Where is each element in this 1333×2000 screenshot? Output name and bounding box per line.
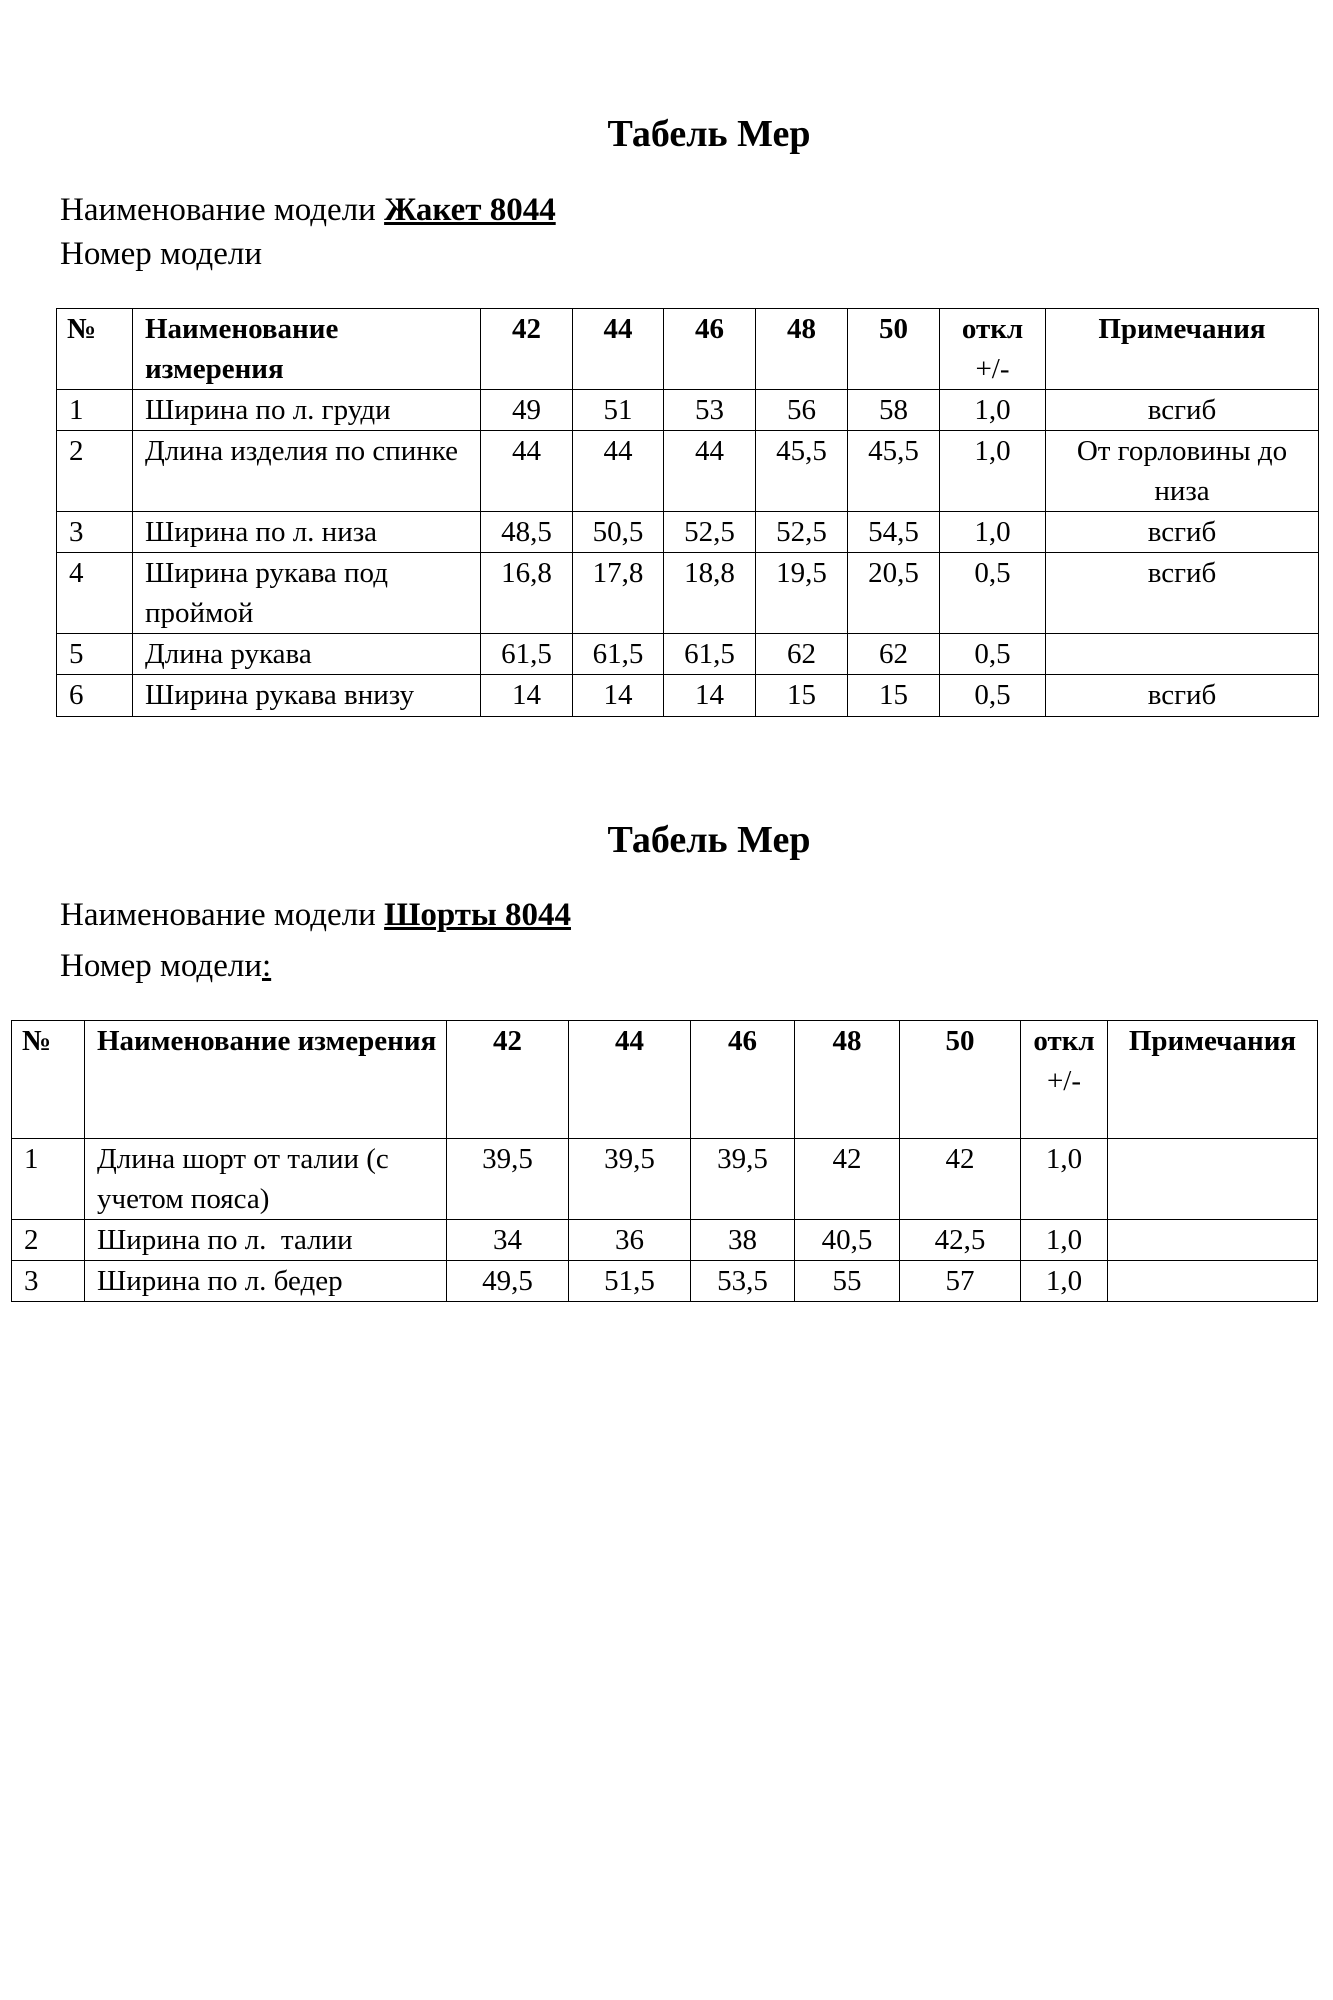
model-name: Жакет 8044 [384, 192, 556, 228]
section-2-number-line [60, 946, 271, 986]
table-row [57, 553, 1319, 634]
row-note [1108, 1261, 1318, 1302]
value-46: 44 [664, 431, 756, 512]
value-46: 38 [691, 1220, 795, 1261]
row-name: Ширина по л. груди [133, 390, 481, 431]
value-46: 53 [664, 390, 756, 431]
value-48: 45,5 [756, 431, 848, 512]
value-46: 14 [664, 675, 756, 717]
row-note: всгиб [1046, 390, 1319, 431]
value-46: 53,5 [691, 1261, 795, 1302]
table-row [57, 431, 1319, 512]
row-no: 5 [57, 634, 133, 675]
row-tolerance: 1,0 [1021, 1261, 1108, 1302]
table-row [12, 1220, 1318, 1261]
value-42: 14 [481, 675, 573, 717]
table-header-row [57, 309, 1319, 390]
header-no: № [57, 309, 133, 390]
value-44: 50,5 [573, 512, 664, 553]
header-size-42: 42 [481, 309, 573, 390]
row-name: Длина рукава [133, 634, 481, 675]
row-note: всгиб [1046, 553, 1319, 634]
header-tolerance-sub: +/- [975, 353, 1010, 385]
measurements-table-shorts [11, 1020, 1318, 1302]
row-name: Ширина рукава внизу [133, 675, 481, 717]
section-2-model-line [60, 895, 571, 935]
table-row [57, 675, 1319, 717]
table-row [57, 512, 1319, 553]
row-no: 4 [57, 553, 133, 634]
value-48: 40,5 [795, 1220, 900, 1261]
value-50: 15 [848, 675, 940, 717]
row-no: 2 [57, 431, 133, 512]
value-42: 49,5 [447, 1261, 569, 1302]
value-42: 39,5 [447, 1139, 569, 1220]
value-50: 20,5 [848, 553, 940, 634]
table-header-row [12, 1021, 1318, 1139]
value-42: 48,5 [481, 512, 573, 553]
value-50: 54,5 [848, 512, 940, 553]
row-no: 3 [12, 1261, 85, 1302]
value-50: 62 [848, 634, 940, 675]
table-row [12, 1261, 1318, 1302]
value-50: 57 [900, 1261, 1021, 1302]
value-44: 39,5 [569, 1139, 691, 1220]
row-note [1046, 634, 1319, 675]
row-name: Ширина по л. низа [133, 512, 481, 553]
row-no: 2 [12, 1220, 85, 1261]
value-44: 51,5 [569, 1261, 691, 1302]
value-44: 44 [573, 431, 664, 512]
header-tolerance [1021, 1021, 1108, 1139]
row-tolerance: 0,5 [940, 634, 1046, 675]
value-42: 16,8 [481, 553, 573, 634]
row-no: 1 [57, 390, 133, 431]
header-size-46: 46 [691, 1021, 795, 1139]
value-50: 58 [848, 390, 940, 431]
number-label: Номер модели [60, 236, 262, 272]
section-1-number-line [60, 234, 262, 274]
number-colon: : [261, 948, 272, 984]
row-tolerance: 1,0 [940, 390, 1046, 431]
header-size-42: 42 [447, 1021, 569, 1139]
table-row [57, 390, 1319, 431]
value-44: 17,8 [573, 553, 664, 634]
value-46: 61,5 [664, 634, 756, 675]
header-tolerance-label: откл [1033, 1025, 1095, 1057]
value-42: 49 [481, 390, 573, 431]
value-46: 52,5 [664, 512, 756, 553]
value-48: 19,5 [756, 553, 848, 634]
model-label: Наименование модели [60, 897, 376, 933]
header-notes: Примечания [1046, 309, 1319, 390]
row-note [1108, 1139, 1318, 1220]
table-row [57, 634, 1319, 675]
row-tolerance: 0,5 [940, 675, 1046, 717]
value-48: 56 [756, 390, 848, 431]
value-48: 42 [795, 1139, 900, 1220]
table-row [12, 1139, 1318, 1220]
value-50: 45,5 [848, 431, 940, 512]
header-size-48: 48 [795, 1021, 900, 1139]
measurements-table-jacket [56, 308, 1319, 717]
value-50: 42,5 [900, 1220, 1021, 1261]
section-1-title: Табель Мер [607, 113, 811, 155]
row-no: 6 [57, 675, 133, 717]
header-size-50: 50 [848, 309, 940, 390]
header-tolerance [940, 309, 1046, 390]
header-size-50: 50 [900, 1021, 1021, 1139]
row-tolerance: 1,0 [940, 431, 1046, 512]
header-tolerance-label: откл [961, 313, 1024, 345]
value-42: 44 [481, 431, 573, 512]
row-note: От горловины до низа [1046, 431, 1319, 512]
number-label: Номер модели [60, 948, 262, 984]
value-42: 34 [447, 1220, 569, 1261]
section-2-title: Табель Мер [607, 819, 811, 861]
value-44: 36 [569, 1220, 691, 1261]
row-note: всгиб [1046, 512, 1319, 553]
header-tolerance-sub: +/- [1046, 1065, 1082, 1097]
value-48: 55 [795, 1261, 900, 1302]
section-1-model-line [60, 190, 556, 230]
row-no: 3 [57, 512, 133, 553]
header-name: Наименование измерения [85, 1021, 447, 1139]
row-no: 1 [12, 1139, 85, 1220]
row-name: Длина изделия по спинке [133, 431, 481, 512]
model-name: Шорты 8044 [384, 897, 571, 933]
header-size-44: 44 [573, 309, 664, 390]
value-48: 15 [756, 675, 848, 717]
row-name: Ширина рукава под проймой [133, 553, 481, 634]
value-46: 39,5 [691, 1139, 795, 1220]
header-no: № [12, 1021, 85, 1139]
model-label: Наименование модели [60, 192, 376, 228]
value-42: 61,5 [481, 634, 573, 675]
value-48: 52,5 [756, 512, 848, 553]
header-size-44: 44 [569, 1021, 691, 1139]
row-tolerance: 1,0 [940, 512, 1046, 553]
row-name: Ширина по л. талии [85, 1220, 447, 1261]
row-tolerance: 0,5 [940, 553, 1046, 634]
value-48: 62 [756, 634, 848, 675]
row-name: Длина шорт от талии (с учетом пояса) [85, 1139, 447, 1220]
row-tolerance: 1,0 [1021, 1220, 1108, 1261]
header-size-46: 46 [664, 309, 756, 390]
header-name: Наименование измерения [133, 309, 481, 390]
header-notes: Примечания [1108, 1021, 1318, 1139]
value-44: 61,5 [573, 634, 664, 675]
value-44: 51 [573, 390, 664, 431]
value-50: 42 [900, 1139, 1021, 1220]
row-note [1108, 1220, 1318, 1261]
row-name: Ширина по л. бедер [85, 1261, 447, 1302]
row-tolerance: 1,0 [1021, 1139, 1108, 1220]
value-44: 14 [573, 675, 664, 717]
row-note: всгиб [1046, 675, 1319, 717]
header-size-48: 48 [756, 309, 848, 390]
value-46: 18,8 [664, 553, 756, 634]
